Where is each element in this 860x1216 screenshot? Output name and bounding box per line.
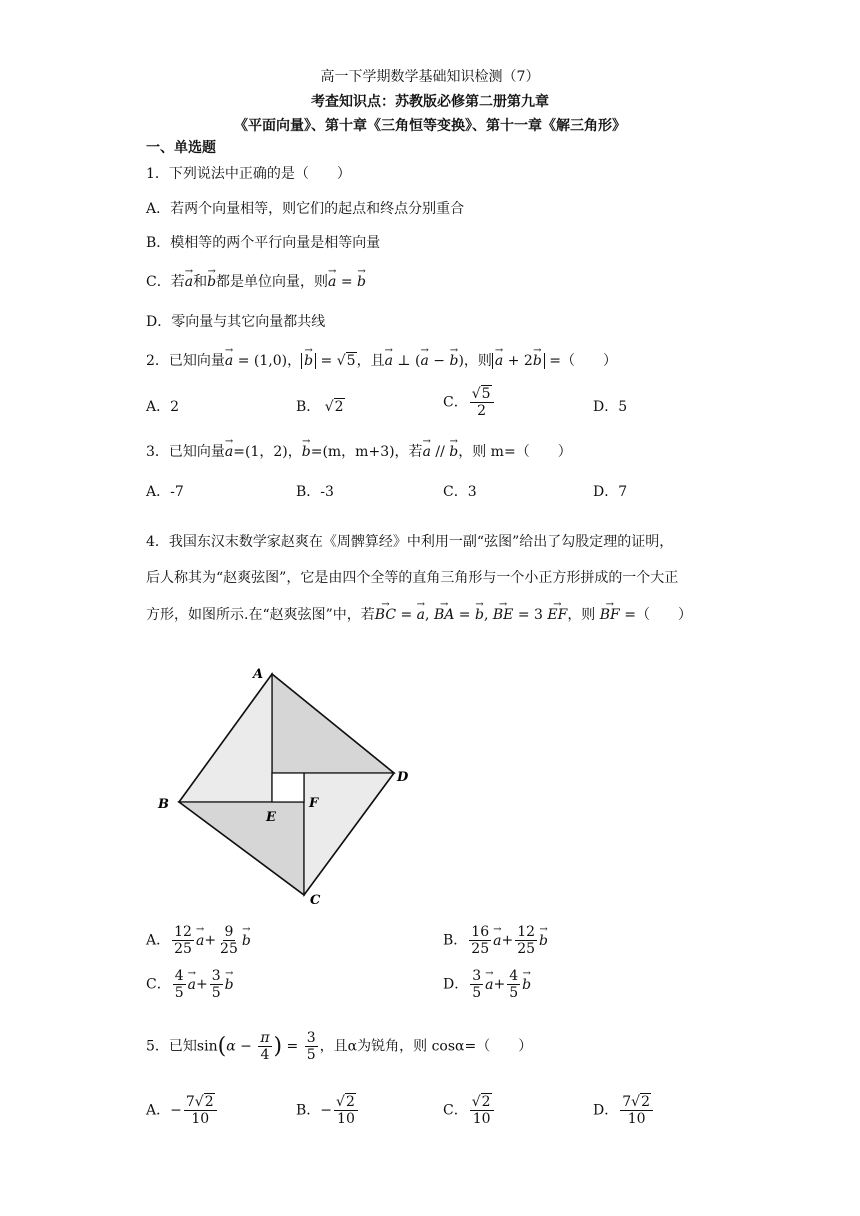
q2-a-value: (1,0) — [253, 353, 288, 369]
q2-option-a: A．2 — [146, 399, 180, 415]
q5-option-c: C． $\frac{√2}{10}$ — [443, 1094, 496, 1127]
q4-line-1: 4．我国东汉末数学家赵爽在《周髀算经》中利用一副“弦图”给出了勾股定理的证明， — [146, 534, 674, 550]
q4-line-2: 后人称其为“赵爽弦图”，它是由四个全等的直角三角形与一个小正方形拼成的一个大正 — [146, 570, 679, 586]
q2-pre: 2．已知向量 — [146, 353, 225, 369]
vector-b: → b — [357, 274, 366, 290]
vector-a: → a — [328, 274, 336, 290]
q3-stem: 3．已知向量→ a=(1，2)，→ b=(m，m+3)，若→ a // → b，则 m=（ ） — [146, 441, 572, 461]
q3-option-a: A．-7 — [146, 484, 184, 500]
q3-option-d: D．7 — [593, 484, 628, 500]
q2-option-b: B． √2 — [296, 399, 344, 415]
q5-option-b: B．− $\frac{√2}{10}$ — [296, 1094, 360, 1127]
q1-option-a: A．若两个向量相等，则它们的起点和终点分别重合 — [146, 201, 465, 217]
q5-option-a: A．− $\frac{7√2}{10}$ — [146, 1094, 219, 1127]
q1-c-mid: 都是单位向量，则 — [216, 274, 329, 290]
page-subtitle-1: 考查知识点：苏教版必修第二册第九章 — [311, 94, 549, 110]
q1-c-pre: C．若 — [146, 274, 185, 290]
page-subtitle-2: 《平面向量》、第十章《三角恒等变换》、第十一章《解三角形》 — [234, 118, 626, 134]
q1-c-and: 和 — [193, 274, 208, 290]
label-D: D — [397, 770, 409, 785]
q1-option-c: C．若→ a和→ b都是单位向量，则→ a = → b — [146, 271, 366, 291]
q4-option-d: D． $\frac{3}{5}$ → a+ $\frac{4}{5}$ → b — [443, 968, 531, 1001]
vector-a: → a — [185, 274, 193, 290]
q2-and: ，且 — [356, 353, 385, 369]
q3-option-b: B．-3 — [296, 484, 334, 500]
q2-option-d: D．5 — [593, 399, 628, 415]
q1-stem: 1．下列说法中正确的是（ ） — [146, 166, 351, 182]
inner-square — [272, 773, 304, 802]
q4-line-3: 方形，如图所示.在“赵爽弦图”中，若→ BC = → a, → BA = → b, → BE = 3 → EF，则 → BF =（ ） — [146, 604, 692, 624]
label-A: A — [253, 667, 264, 682]
q2-norm-expr: → a + 2→ b — [492, 353, 545, 369]
q2-sqrt-5: 5 — [346, 353, 356, 369]
q2-sep: ， — [287, 353, 302, 369]
zhao-shuang-diagram — [150, 660, 420, 910]
q2-option-c: C． $\frac{√5}{2}$ — [443, 386, 496, 419]
q1-option-d: D．零向量与其它向量都共线 — [146, 314, 326, 330]
q2-norm-b: → b — [301, 353, 316, 369]
q2-then: ，则 — [463, 353, 492, 369]
label-C: C — [310, 893, 321, 908]
q3-option-c: C．3 — [443, 484, 477, 500]
q4-option-b: B． $\frac{16}{25}$ → a+ $\frac{12}{25}$ → b — [443, 924, 548, 957]
q5-option-d: D． $\frac{7√2}{10}$ — [593, 1094, 655, 1127]
vector-b: → b — [207, 274, 216, 290]
q2-paren: （ ） — [560, 353, 617, 369]
q2-stem: 2．已知向量→ a = (1,0)，→ b = √5，且→ a ⊥ (→ a − → b)，则→ a + 2→ b =（ ） — [146, 350, 617, 370]
section-heading: 一、单选题 — [146, 140, 216, 156]
q4-option-a: A． $\frac{12}{25}$ → a+ $\frac{9}{25}$ → b — [146, 924, 251, 957]
label-E: E — [266, 810, 276, 825]
page-title: 高一下学期数学基础知识检测（7） — [320, 69, 540, 85]
vector-a: → a — [225, 353, 233, 369]
label-B: B — [158, 797, 169, 812]
label-F: F — [309, 796, 319, 811]
q1-option-b: B．模相等的两个平行向量是相等向量 — [146, 235, 381, 251]
q4-option-c: C． $\frac{4}{5}$ → a+ $\frac{3}{5}$ → b — [146, 968, 234, 1001]
q5-stem: 5．已知sin(α − $\frac{\pi}{4}$ ) = $\frac{3}{5}$ ，且α为锐角，则 cosα=（ ） — [146, 1030, 533, 1064]
